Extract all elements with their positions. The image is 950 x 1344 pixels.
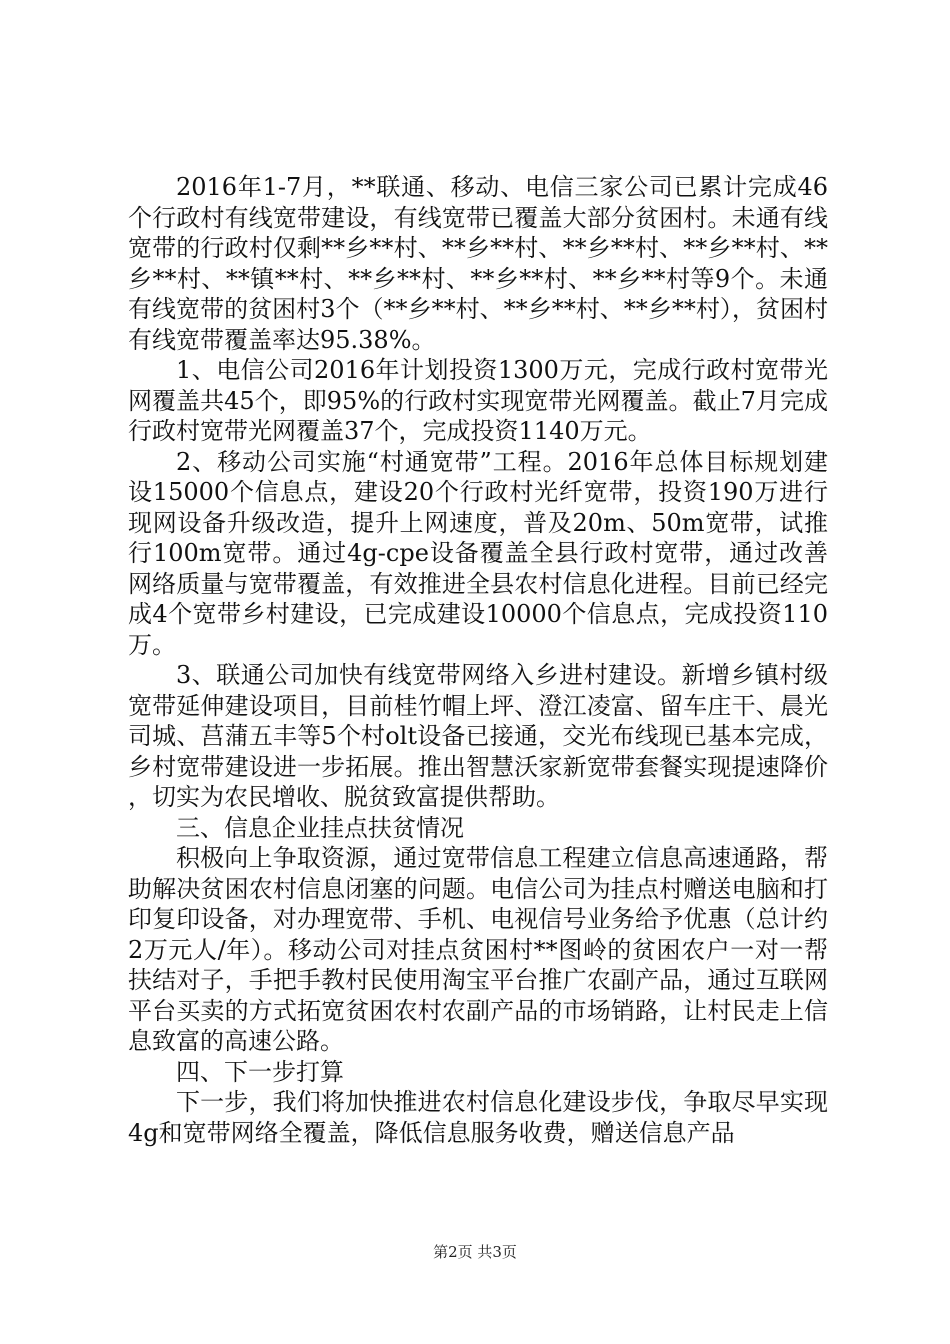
paragraph-mobile: 2、移动公司实施“村通宽带”工程。2016年总体目标规划建设15000个信息点，建设20个行政村光纤宽带，投资190万进行现网设备升级改造，提升上网速度，普及20m、50m宽带，试推行100m宽带。通过4g-cpe设备覆盖全县行政村宽带，通过改善网络质量与宽带覆盖，有效推进全县农村信息化进程。目前已经完成4个宽带乡村建设，已完成建设10000个信息点，完成投资110万。: [128, 447, 828, 659]
document-body: [128, 172, 828, 1148]
paragraph-next-steps: 下一步，我们将加快推进农村信息化建设步伐，争取尽早实现4g和宽带网络全覆盖，降低信息服务收费，赠送信息产品: [128, 1088, 828, 1147]
paragraph-telecom: 1、电信公司2016年计划投资1300万元，完成行政村宽带光网覆盖共45个，即95%的行政村实现宽带光网覆盖。截止7月完成行政村宽带光网覆盖37个，完成投资1140万元。: [128, 356, 828, 445]
paragraph-broadband-summary: 2016年1-7月，**联通、移动、电信三家公司已累计完成46个行政村有线宽带建设，有线宽带已覆盖大部分贫困村。未通有线宽带的行政村仅剩**乡**村、**乡**村、**乡**村、**乡**村、**乡**村、**镇**村、**乡**村、**乡**村、**乡**村等9个。未通有线宽带的贫困村3个（**乡**村、**乡**村、**乡**村），贫困村有线宽带覆盖率达95.38%。: [128, 173, 828, 354]
paragraph-poverty-aid: 积极向上争取资源，通过宽带信息工程建立信息高速通路，帮助解决贫困农村信息闭塞的问题。电信公司为挂点村赠送电脑和打印复印设备，对办理宽带、手机、电视信号业务给予优惠（总计约2万元人/年）。移动公司对挂点贫困村**图岭的贫困农户一对一帮扶结对子，手把手教村民使用淘宝平台推广农副产品，通过互联网平台买卖的方式拓宽贫困农村农副产品的市场销路，让村民走上信息致富的高速公路。: [128, 844, 828, 1055]
page-number-footer: 第2页 共3页: [433, 1243, 517, 1261]
section-heading-poverty-aid: 三、信息企业挂点扶贫情况: [176, 813, 464, 842]
paragraph-unicom: 3、联通公司加快有线宽带网络入乡进村建设。新增乡镇村级宽带延伸建设项目，目前桂竹帽上坪、澄江凌富、留车庄干、晨光司城、莒蒲五丰等5个村olt设备已接通，交光布线现已基本完成，乡村宽带建设进一步拓展。推出智慧沃家新宽带套餐实现提速降价，切实为农民增收、脱贫致富提供帮助。: [128, 661, 828, 811]
section-heading-next-steps: 四、下一步打算: [176, 1057, 344, 1086]
